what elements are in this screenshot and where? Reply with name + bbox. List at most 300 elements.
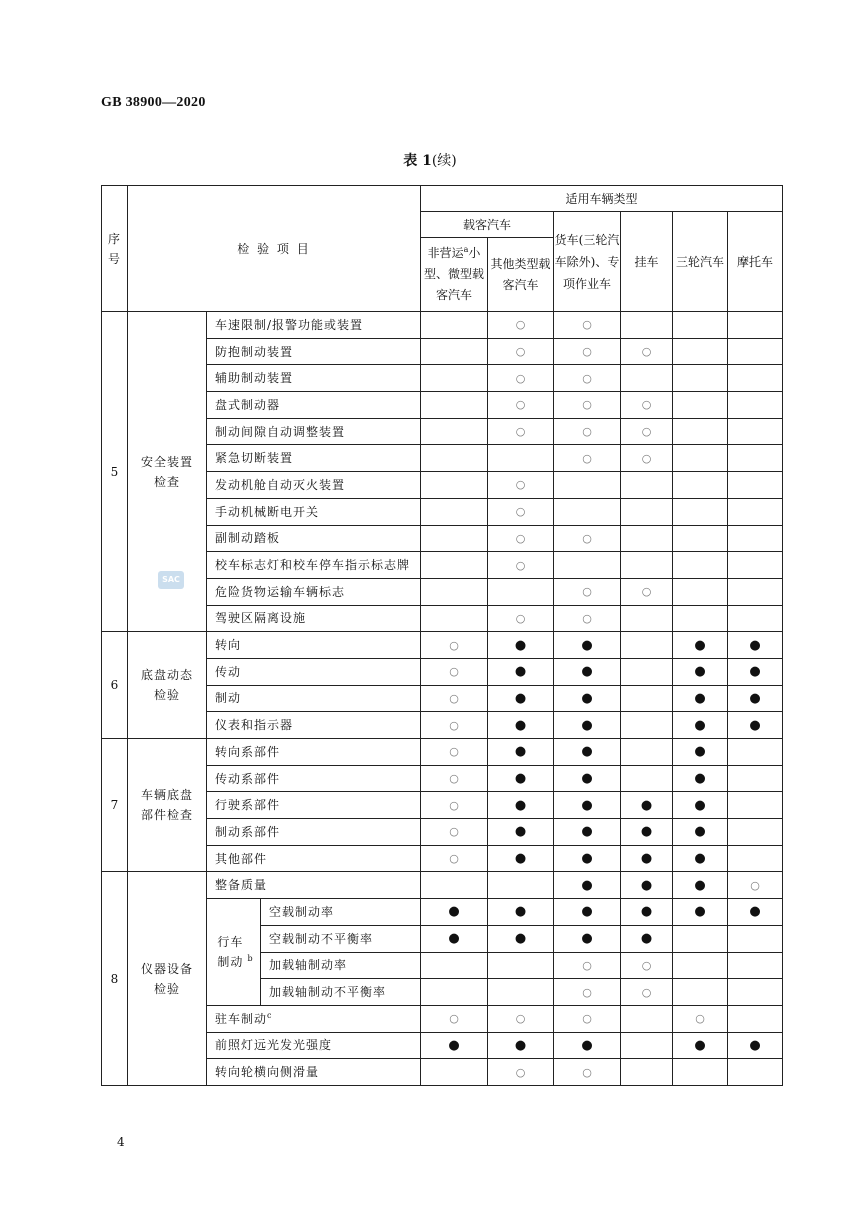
optional-mark-icon: ○: [582, 1012, 592, 1026]
mark-cell: [554, 845, 621, 872]
mark-cell: [621, 899, 673, 926]
mark-cell: [421, 392, 488, 419]
mark-cell: [554, 872, 621, 899]
mark-cell: [554, 765, 621, 792]
optional-mark-icon: ○: [582, 318, 592, 332]
mark-cell: [673, 819, 728, 846]
mark-cell: [673, 658, 728, 685]
mark-cell: [673, 872, 728, 899]
mark-cell: [421, 418, 488, 445]
mark-cell: [554, 338, 621, 365]
table-row: [102, 632, 783, 659]
optional-mark-icon: ○: [582, 611, 592, 625]
optional-mark-icon: ○: [515, 478, 526, 492]
mark-cell: [421, 845, 488, 872]
item-name: 空载制动不平衡率: [261, 925, 421, 952]
mark-cell: [673, 899, 728, 926]
mark-cell: [621, 712, 673, 739]
mark-cell: [728, 578, 783, 605]
mark-cell: [554, 578, 621, 605]
mark-cell: [421, 472, 488, 499]
required-mark-icon: ●: [514, 744, 527, 760]
mark-cell: [673, 365, 728, 392]
mark-cell: [554, 925, 621, 952]
mark-cell: [673, 845, 728, 872]
required-mark-icon: ●: [448, 904, 460, 920]
mark-cell: [621, 1032, 673, 1059]
optional-mark-icon: ○: [582, 531, 592, 545]
mark-cell: [554, 472, 621, 499]
group-number: 6: [102, 632, 128, 739]
optional-mark-icon: ○: [641, 985, 652, 999]
optional-mark-icon: ○: [641, 451, 652, 465]
mark-cell: [673, 552, 728, 579]
mark-cell: [673, 1005, 728, 1032]
mark-cell: [673, 712, 728, 739]
mark-cell: [621, 925, 673, 952]
mark-cell: [728, 498, 783, 525]
mark-cell: [421, 872, 488, 899]
group-number: 7: [102, 739, 128, 872]
inspection-table: [101, 185, 783, 1086]
mark-cell: [728, 632, 783, 659]
optional-mark-icon: ○: [582, 958, 592, 972]
mark-cell: [728, 552, 783, 579]
optional-mark-icon: ○: [582, 985, 592, 999]
item-name: 转向系部件: [207, 739, 421, 766]
item-name: 制动系部件: [207, 819, 421, 846]
group-name: 仪器设备检验: [128, 872, 207, 1086]
mark-cell: [621, 365, 673, 392]
optional-mark-icon: ○: [582, 451, 592, 465]
mark-cell: [728, 685, 783, 712]
mark-cell: [621, 845, 673, 872]
item-name: 加载轴制动不平衡率: [261, 979, 421, 1006]
item-name: 转向: [207, 632, 421, 659]
optional-mark-icon: ○: [695, 1012, 705, 1026]
mark-cell: [728, 872, 783, 899]
mark-cell: [673, 685, 728, 712]
mark-cell: [554, 1005, 621, 1032]
item-name: 仪表和指示器: [207, 712, 421, 739]
required-mark-icon: ●: [514, 1037, 527, 1053]
mark-cell: [421, 365, 488, 392]
header-row-1: [102, 186, 783, 212]
mark-cell: [728, 952, 783, 979]
mark-cell: [488, 899, 554, 926]
optional-mark-icon: ○: [641, 425, 652, 439]
required-mark-icon: ●: [694, 824, 706, 840]
mark-cell: [621, 632, 673, 659]
required-mark-icon: ●: [640, 931, 653, 947]
optional-mark-icon: ○: [641, 958, 652, 972]
mark-cell: [488, 739, 554, 766]
item-name: 手动机械断电开关: [207, 498, 421, 525]
mark-cell: [421, 819, 488, 846]
mark-cell: [728, 925, 783, 952]
mark-cell: [621, 445, 673, 472]
required-mark-icon: ●: [514, 637, 527, 653]
mark-cell: [621, 312, 673, 339]
group-number: 5: [102, 312, 128, 632]
mark-cell: [673, 1059, 728, 1086]
item-name: 车速限制/报警功能或装置: [207, 312, 421, 339]
mark-cell: [621, 578, 673, 605]
mark-cell: [488, 498, 554, 525]
required-mark-icon: ●: [694, 771, 706, 787]
mark-cell: [728, 765, 783, 792]
mark-cell: [728, 1059, 783, 1086]
mark-cell: [554, 952, 621, 979]
mark-cell: [488, 365, 554, 392]
item-name: 其他部件: [207, 845, 421, 872]
required-mark-icon: ●: [694, 637, 706, 653]
mark-cell: [488, 338, 554, 365]
item-name: 盘式制动器: [207, 392, 421, 419]
mark-cell: [421, 1032, 488, 1059]
mark-cell: [488, 1005, 554, 1032]
mark-cell: [488, 872, 554, 899]
three-wheel-header: 三轮汽车: [673, 212, 728, 312]
mark-cell: [421, 739, 488, 766]
mark-cell: [728, 365, 783, 392]
motorcycle-header: 摩托车: [728, 212, 783, 312]
mark-cell: [421, 578, 488, 605]
optional-mark-icon: ○: [515, 1065, 526, 1079]
mark-cell: [488, 952, 554, 979]
mark-cell: [621, 1059, 673, 1086]
mark-cell: [728, 845, 783, 872]
mark-cell: [554, 979, 621, 1006]
mark-cell: [554, 365, 621, 392]
optional-mark-icon: ○: [582, 585, 592, 599]
group-name: 安全装置检查: [128, 312, 207, 632]
mark-cell: [554, 712, 621, 739]
item-name: 辅助制动装置: [207, 365, 421, 392]
required-mark-icon: ●: [694, 877, 706, 893]
mark-cell: [728, 899, 783, 926]
required-mark-icon: ●: [694, 690, 706, 706]
mark-cell: [728, 739, 783, 766]
required-mark-icon: ●: [749, 664, 761, 680]
mark-cell: [621, 338, 673, 365]
mark-cell: [621, 1005, 673, 1032]
mark-cell: [421, 632, 488, 659]
required-mark-icon: ●: [514, 717, 527, 733]
mark-cell: [673, 925, 728, 952]
mark-cell: [728, 312, 783, 339]
page-number: 4: [117, 1135, 125, 1149]
required-mark-icon: ●: [581, 744, 593, 760]
mark-cell: [673, 578, 728, 605]
optional-mark-icon: ○: [641, 398, 652, 412]
optional-mark-icon: ○: [449, 745, 459, 759]
mark-cell: [673, 338, 728, 365]
mark-cell: [673, 498, 728, 525]
mark-cell: [421, 979, 488, 1006]
optional-mark-icon: ○: [515, 371, 526, 385]
mark-cell: [673, 1032, 728, 1059]
passenger-group-header: 载客汽车: [421, 212, 554, 238]
required-mark-icon: ●: [694, 664, 706, 680]
required-mark-icon: ●: [581, 904, 593, 920]
mark-cell: [488, 418, 554, 445]
mark-cell: [728, 472, 783, 499]
mark-cell: [728, 1005, 783, 1032]
item-name: 危险货物运输车辆标志: [207, 578, 421, 605]
required-mark-icon: ●: [640, 877, 653, 893]
optional-mark-icon: ○: [641, 345, 652, 359]
mark-cell: [554, 392, 621, 419]
seq-header: 序号: [102, 186, 128, 312]
required-mark-icon: ●: [514, 824, 527, 840]
required-mark-icon: ●: [694, 851, 706, 867]
mark-cell: [488, 632, 554, 659]
mark-cell: [554, 792, 621, 819]
mark-cell: [421, 1005, 488, 1032]
mark-cell: [673, 418, 728, 445]
required-mark-icon: ●: [749, 904, 761, 920]
optional-mark-icon: ○: [515, 1012, 526, 1026]
mark-cell: [728, 979, 783, 1006]
optional-mark-icon: ○: [582, 345, 592, 359]
optional-mark-icon: ○: [515, 505, 526, 519]
mark-cell: [421, 445, 488, 472]
required-mark-icon: ●: [749, 1037, 761, 1053]
optional-mark-icon: ○: [750, 878, 760, 892]
optional-mark-icon: ○: [449, 718, 459, 732]
mark-cell: [554, 445, 621, 472]
item-name: 传动系部件: [207, 765, 421, 792]
mark-cell: [621, 498, 673, 525]
mark-cell: [728, 338, 783, 365]
optional-mark-icon: ○: [515, 425, 526, 439]
mark-cell: [488, 925, 554, 952]
optional-mark-icon: ○: [449, 1012, 459, 1026]
mark-cell: [621, 872, 673, 899]
mark-cell: [488, 712, 554, 739]
sac-logo: SAC: [158, 571, 184, 589]
mark-cell: [488, 578, 554, 605]
mark-cell: [488, 552, 554, 579]
required-mark-icon: ●: [694, 744, 706, 760]
mark-cell: [554, 418, 621, 445]
mark-cell: [421, 765, 488, 792]
mark-cell: [728, 605, 783, 632]
mark-cell: [421, 658, 488, 685]
mark-cell: [554, 498, 621, 525]
mark-cell: [488, 845, 554, 872]
required-mark-icon: ●: [581, 717, 593, 733]
required-mark-icon: ●: [514, 690, 527, 706]
table-title-main: 表 1: [403, 153, 432, 169]
optional-mark-icon: ○: [449, 691, 459, 705]
table-row: [102, 739, 783, 766]
required-mark-icon: ●: [749, 717, 761, 733]
mark-cell: [488, 312, 554, 339]
mark-cell: [728, 1032, 783, 1059]
mark-cell: [554, 1059, 621, 1086]
mark-cell: [673, 392, 728, 419]
required-mark-icon: ●: [640, 904, 653, 920]
mark-cell: [621, 552, 673, 579]
mark-cell: [728, 445, 783, 472]
mark-cell: [488, 1059, 554, 1086]
mark-cell: [728, 819, 783, 846]
required-mark-icon: ●: [514, 797, 527, 813]
item-name: 空载制动率: [261, 899, 421, 926]
mark-cell: [621, 392, 673, 419]
item-name: 行驶系部件: [207, 792, 421, 819]
mark-cell: [488, 765, 554, 792]
optional-mark-icon: ○: [515, 531, 526, 545]
document-id: GB 38900—2020: [101, 95, 206, 110]
optional-mark-icon: ○: [515, 318, 526, 332]
mark-cell: [421, 925, 488, 952]
optional-mark-icon: ○: [449, 638, 459, 652]
required-mark-icon: ●: [581, 637, 593, 653]
item-name: 防抱制动装置: [207, 338, 421, 365]
item-name: 驾驶区隔离设施: [207, 605, 421, 632]
mark-cell: [421, 792, 488, 819]
optional-mark-icon: ○: [449, 772, 459, 786]
mark-cell: [673, 765, 728, 792]
mark-cell: [621, 525, 673, 552]
mark-cell: [554, 632, 621, 659]
required-mark-icon: ●: [581, 797, 593, 813]
mark-cell: [488, 525, 554, 552]
item-name: 驻车制动$^c$: [207, 1005, 421, 1032]
mark-cell: [673, 952, 728, 979]
required-mark-icon: ●: [640, 851, 653, 867]
trailer-header: 挂车: [621, 212, 673, 312]
mark-cell: [554, 685, 621, 712]
table-title: [0, 150, 860, 170]
mark-cell: [728, 658, 783, 685]
mark-cell: [421, 685, 488, 712]
mark-cell: [728, 712, 783, 739]
mark-cell: [673, 979, 728, 1006]
optional-mark-icon: ○: [449, 665, 459, 679]
mark-cell: [488, 819, 554, 846]
table-row: [102, 312, 783, 339]
required-mark-icon: ●: [448, 931, 460, 947]
item-name: 制动: [207, 685, 421, 712]
mark-cell: [673, 525, 728, 552]
required-mark-icon: ●: [448, 1037, 460, 1053]
mark-cell: [621, 952, 673, 979]
truck-header: 货车(三轮汽车除外)、专项作业车: [554, 212, 621, 312]
mark-cell: [673, 472, 728, 499]
item-name: 转向轮横向侧滑量: [207, 1059, 421, 1086]
required-mark-icon: ●: [640, 797, 653, 813]
mark-cell: [421, 552, 488, 579]
mark-cell: [554, 819, 621, 846]
item-name: 发动机舱自动灭火装置: [207, 472, 421, 499]
mark-cell: [488, 658, 554, 685]
required-mark-icon: ●: [640, 824, 653, 840]
applicable-header: 适用车辆类型: [421, 186, 783, 212]
required-mark-icon: ●: [514, 664, 527, 680]
item-name: 制动间隙自动调整装置: [207, 418, 421, 445]
mark-cell: [673, 312, 728, 339]
mark-cell: [554, 739, 621, 766]
mark-cell: [673, 792, 728, 819]
mark-cell: [728, 392, 783, 419]
mark-cell: [621, 472, 673, 499]
mark-cell: [621, 605, 673, 632]
mark-cell: [728, 525, 783, 552]
required-mark-icon: ●: [581, 1037, 593, 1053]
optional-mark-icon: ○: [515, 398, 526, 412]
item-name: 校车标志灯和校车停车指示标志牌: [207, 552, 421, 579]
item-name: 紧急切断装置: [207, 445, 421, 472]
optional-mark-icon: ○: [515, 611, 526, 625]
group-name: 车辆底盘部件检查: [128, 739, 207, 872]
item-header: 检 验 项 目: [128, 186, 421, 312]
mark-cell: [554, 312, 621, 339]
group-number: 8: [102, 872, 128, 1086]
required-mark-icon: ●: [694, 904, 706, 920]
required-mark-icon: ●: [581, 771, 593, 787]
mark-cell: [421, 312, 488, 339]
item-name: 副制动踏板: [207, 525, 421, 552]
optional-mark-icon: ○: [582, 398, 592, 412]
optional-mark-icon: ○: [449, 852, 459, 866]
item-name: 整备质量: [207, 872, 421, 899]
mark-cell: [488, 605, 554, 632]
required-mark-icon: ●: [514, 904, 527, 920]
required-mark-icon: ●: [581, 851, 593, 867]
mark-cell: [421, 952, 488, 979]
mark-cell: [728, 418, 783, 445]
optional-mark-icon: ○: [582, 371, 592, 385]
mark-cell: [488, 1032, 554, 1059]
other-passenger-header: 其他类型载客汽车: [488, 238, 554, 312]
mark-cell: [673, 632, 728, 659]
mark-cell: [673, 445, 728, 472]
item-name: 前照灯远光发光强度: [207, 1032, 421, 1059]
required-mark-icon: ●: [581, 690, 593, 706]
mark-cell: [421, 899, 488, 926]
mark-cell: [554, 525, 621, 552]
mark-cell: [421, 498, 488, 525]
optional-mark-icon: ○: [515, 558, 526, 572]
optional-mark-icon: ○: [515, 345, 526, 359]
mark-cell: [554, 1032, 621, 1059]
mark-cell: [488, 792, 554, 819]
mark-cell: [621, 792, 673, 819]
required-mark-icon: ●: [694, 797, 706, 813]
mark-cell: [488, 979, 554, 1006]
required-mark-icon: ●: [514, 931, 527, 947]
mark-cell: [488, 685, 554, 712]
optional-mark-icon: ○: [582, 1065, 592, 1079]
mark-cell: [554, 552, 621, 579]
group-name: 底盘动态检验: [128, 632, 207, 739]
mark-cell: [488, 472, 554, 499]
required-mark-icon: ●: [694, 1037, 706, 1053]
mark-cell: [673, 605, 728, 632]
service-brake-subgroup: 行车制动 $^b$: [207, 899, 261, 1006]
optional-mark-icon: ○: [449, 798, 459, 812]
optional-mark-icon: ○: [641, 585, 652, 599]
mark-cell: [621, 819, 673, 846]
mark-cell: [621, 739, 673, 766]
optional-mark-icon: ○: [582, 425, 592, 439]
table-title-continued: (续): [431, 153, 457, 169]
optional-mark-icon: ○: [449, 825, 459, 839]
